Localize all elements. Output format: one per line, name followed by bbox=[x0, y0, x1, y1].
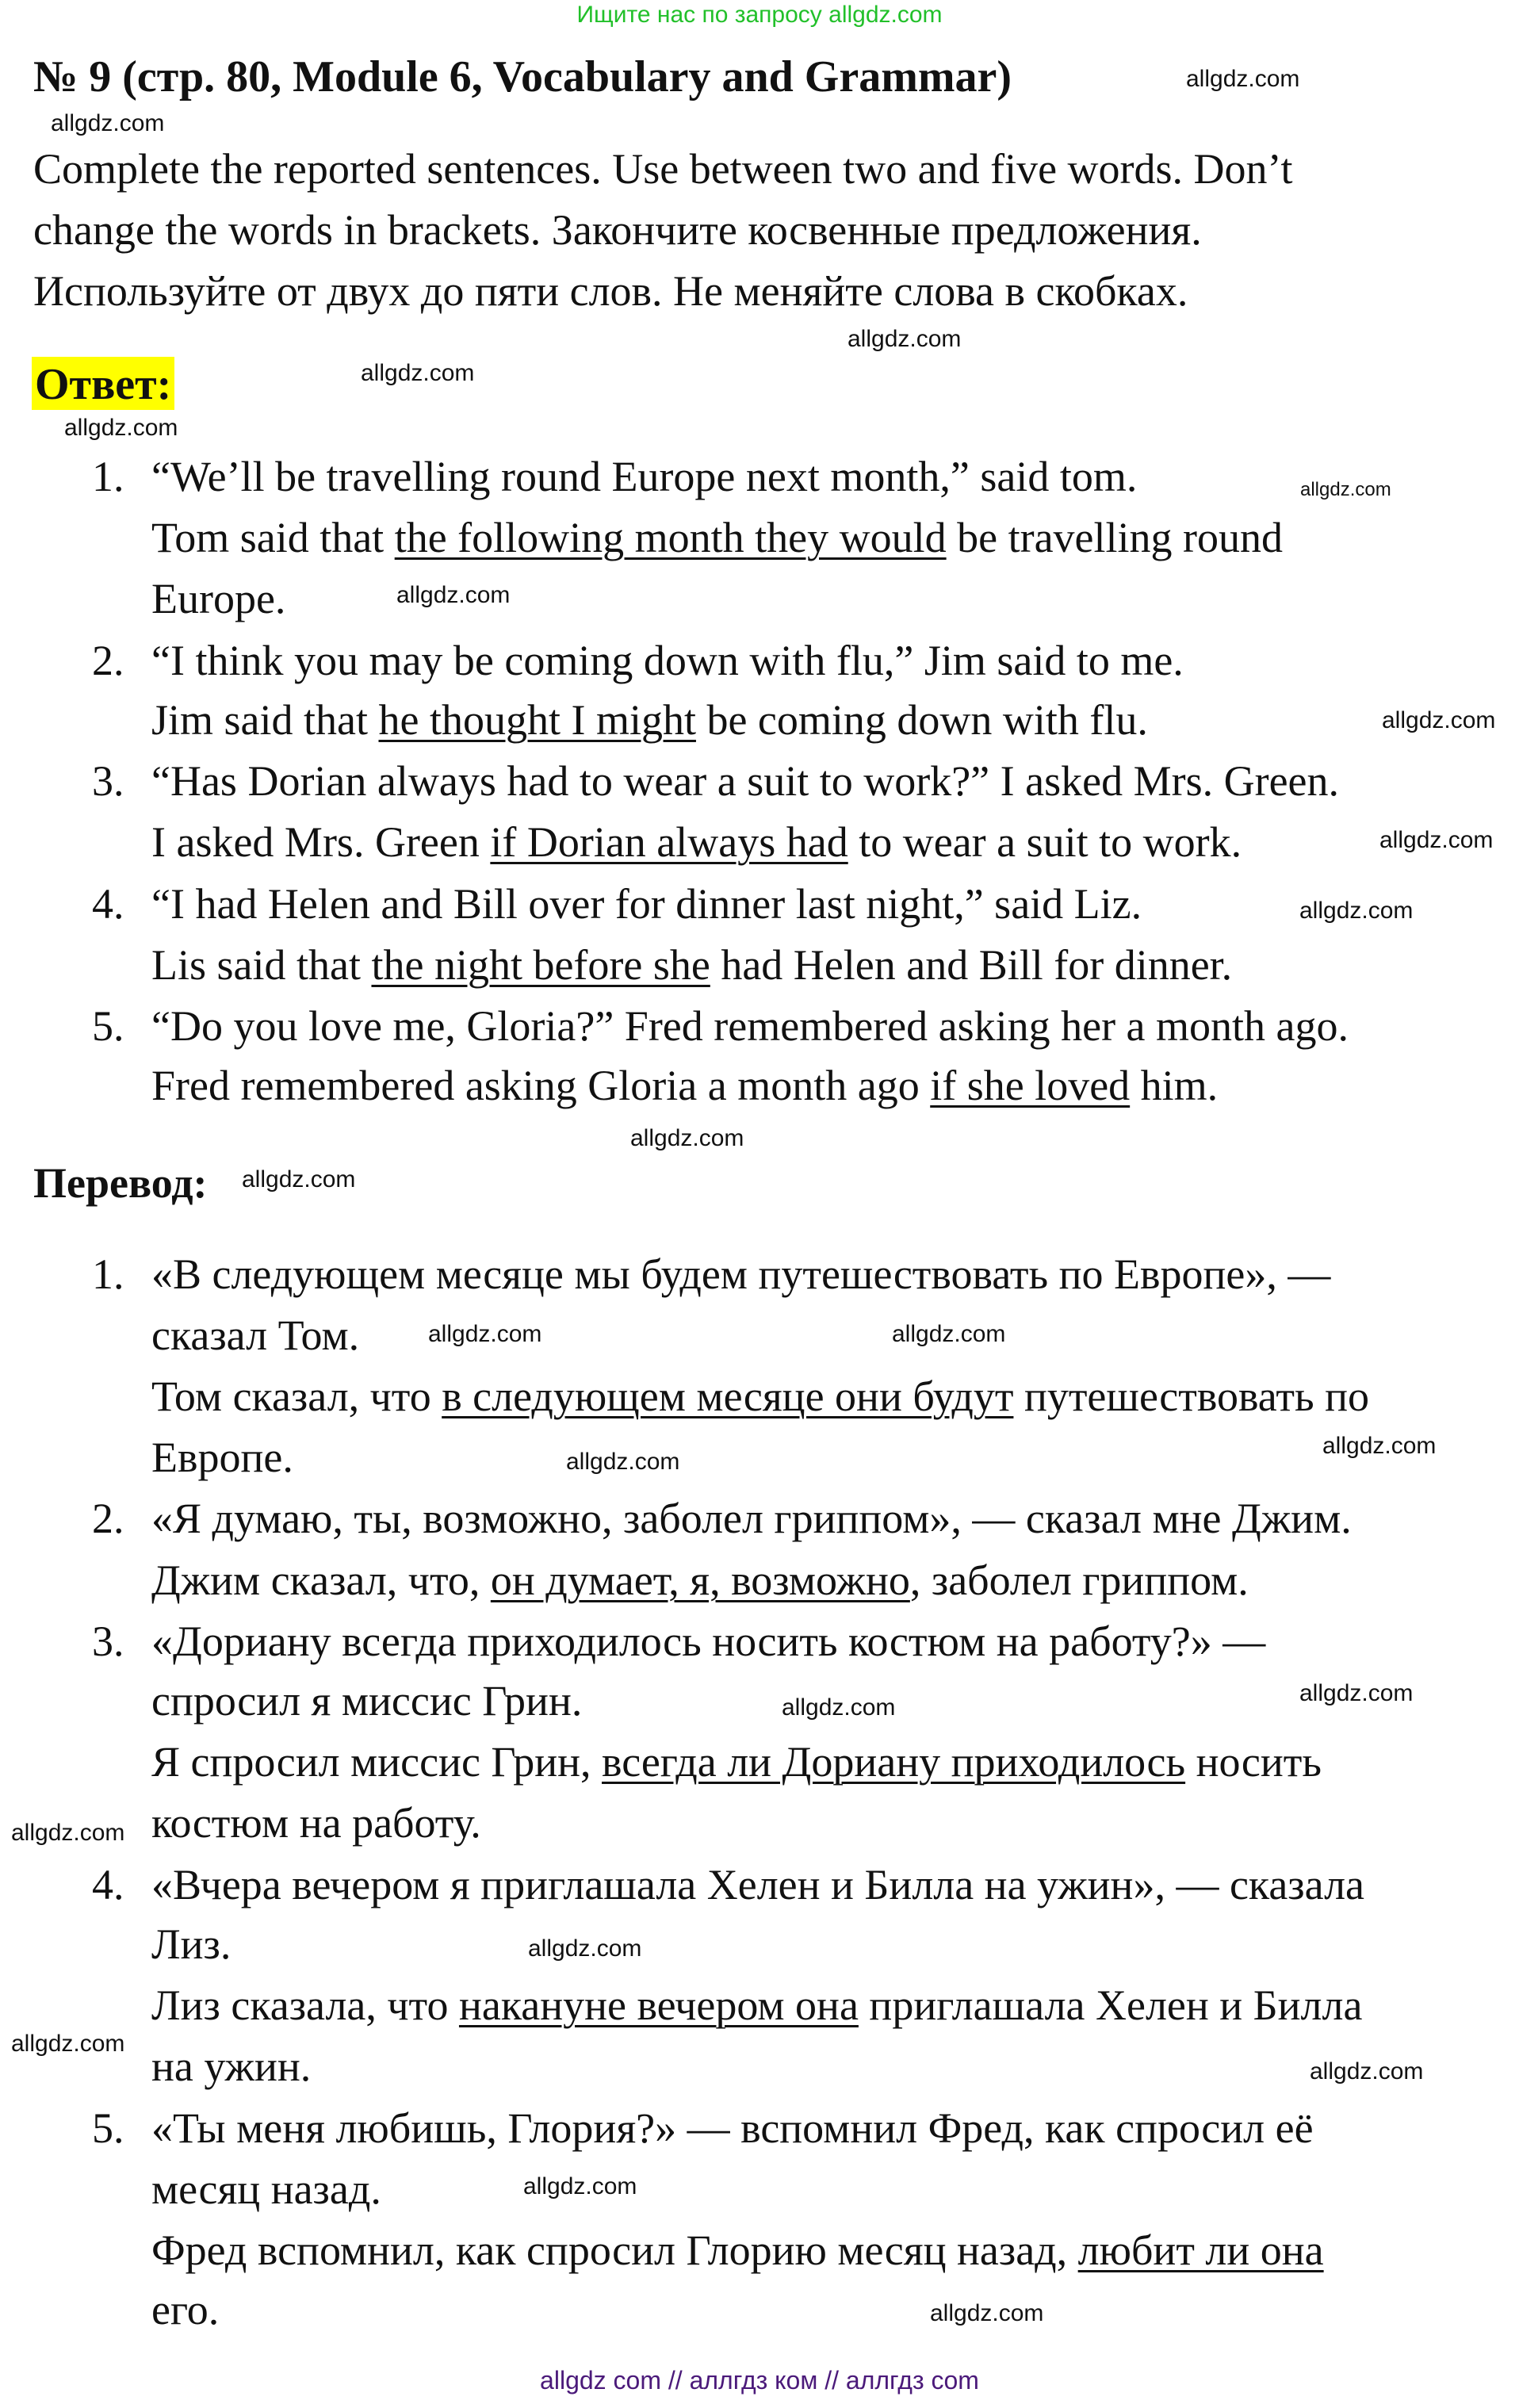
text-segment: Я спросил миссис Грин, bbox=[151, 1738, 603, 1786]
answer-fill: the following month they would bbox=[394, 514, 947, 561]
translation-line bbox=[151, 2037, 311, 2096]
top-banner[interactable]: Ищите нас по запросу allgdz.com bbox=[576, 2, 943, 28]
text-segment: Tom said that bbox=[151, 514, 395, 561]
watermark: allgdz.com bbox=[1299, 1680, 1414, 1706]
watermark: allgdz.com bbox=[528, 1935, 642, 1962]
text-segment: I asked Mrs. Green bbox=[151, 818, 491, 866]
bottom-banner[interactable]: allgdz com // аллгдз ком // аллгдз com bbox=[540, 2366, 979, 2395]
answer-line bbox=[151, 997, 1349, 1055]
translation-line bbox=[151, 1794, 481, 1852]
text-segment: , заболел гриппом. bbox=[909, 1556, 1249, 1604]
text-segment: спросил я миссис Грин. bbox=[151, 1677, 583, 1725]
translation-line bbox=[151, 1976, 1362, 2035]
answer-number: 4. bbox=[92, 880, 124, 928]
translation-line bbox=[151, 1245, 1330, 1304]
instruction-line: change the words in brackets. Закончите косвенные предложения. bbox=[33, 206, 1202, 254]
answer-fill: he thought I might bbox=[378, 696, 696, 744]
answer-fill: the night before she bbox=[371, 941, 710, 989]
text-segment: на ужин. bbox=[151, 2042, 312, 2090]
text-segment: костюм на работу. bbox=[151, 1799, 481, 1847]
text-segment: Лиз сказала, что bbox=[151, 1981, 459, 2029]
translation-number: 3. bbox=[92, 1617, 124, 1665]
answer-heading: Ответ: bbox=[32, 357, 174, 410]
translation-line bbox=[151, 1551, 1249, 1610]
text-segment: носить bbox=[1185, 1738, 1322, 1786]
answer-line bbox=[151, 936, 1232, 994]
watermark: allgdz.com bbox=[630, 1125, 744, 1151]
text-segment: Fred remembered asking Gloria a month ago bbox=[151, 1062, 931, 1109]
answer-fill: if Dorian always had bbox=[490, 818, 848, 866]
answer-number: 3. bbox=[92, 757, 124, 805]
answer-line bbox=[151, 813, 1242, 871]
text-segment: Jim said that bbox=[151, 696, 379, 744]
text-segment: «Ты меня любишь, Глория?» — вспомнил Фред, как спросил её bbox=[151, 2104, 1314, 2152]
watermark: allgdz.com bbox=[1299, 898, 1414, 924]
text-segment: его. bbox=[151, 2286, 220, 2333]
translation-line bbox=[151, 2160, 381, 2218]
text-segment: “Has Dorian always had to wear a suit to work?” I asked Mrs. Green. bbox=[151, 757, 1339, 805]
watermark: allgdz.com bbox=[51, 110, 165, 136]
text-segment: Europe. bbox=[151, 575, 286, 622]
answer-line bbox=[151, 1056, 1218, 1115]
answer-fill: if she loved bbox=[930, 1062, 1131, 1109]
watermark: allgdz.com bbox=[566, 1449, 680, 1475]
translation-line bbox=[151, 1428, 293, 1487]
watermark: allgdz.com bbox=[1310, 2058, 1424, 2085]
text-segment: «Я думаю, ты, возможно, заболел гриппом», — сказал мне Джим. bbox=[151, 1495, 1352, 1542]
watermark: allgdz.com bbox=[64, 415, 178, 441]
text-segment: to wear a suit to work. bbox=[848, 818, 1242, 866]
translation-line bbox=[151, 1612, 1265, 1671]
watermark: allgdz.com bbox=[428, 1321, 542, 1347]
translation-line bbox=[151, 2099, 1314, 2157]
text-segment: «В следующем месяце мы будем путешествовать по Европе», — bbox=[151, 1250, 1331, 1298]
text-segment: Lis said that bbox=[151, 941, 372, 989]
text-segment: сказал Том. bbox=[151, 1311, 360, 1359]
watermark: allgdz.com bbox=[1382, 707, 1496, 733]
answer-fill: накануне вечером она bbox=[458, 1981, 859, 2029]
text-segment: «Дориану всегда приходилось носить костюм на работу?» — bbox=[151, 1617, 1266, 1665]
text-segment: Фред вспомнил, как спросил Глорию месяц назад, bbox=[151, 2226, 1078, 2274]
translation-line bbox=[151, 1732, 1322, 1791]
watermark: allgdz.com bbox=[848, 326, 962, 352]
translation-line bbox=[151, 2280, 219, 2339]
answer-number: 1. bbox=[92, 453, 124, 500]
text-segment: “I had Helen and Bill over for dinner last night,” said Liz. bbox=[151, 880, 1142, 928]
translation-line bbox=[151, 1671, 582, 1730]
translation-line bbox=[151, 1306, 359, 1365]
text-segment: путешествовать по bbox=[1013, 1372, 1369, 1420]
answer-line bbox=[151, 569, 285, 628]
text-segment: be coming down with flu. bbox=[695, 696, 1148, 744]
answer-line bbox=[151, 508, 1283, 567]
answer-fill: он думает, я, возможно bbox=[490, 1556, 910, 1604]
translation-number: 2. bbox=[92, 1495, 124, 1542]
answer-fill: всегда ли Дориану приходилось bbox=[602, 1738, 1186, 1786]
instruction-line: Complete the reported sentences. Use between two and five words. Don’t bbox=[33, 145, 1293, 193]
answer-fill: в следующем месяце они будут bbox=[442, 1372, 1014, 1420]
text-segment: him. bbox=[1130, 1062, 1219, 1109]
text-segment: “We’ll be travelling round Europe next month,” said tom. bbox=[151, 453, 1138, 500]
text-segment: Джим сказал, что, bbox=[151, 1556, 491, 1604]
text-segment: «Вчера вечером я приглашала Хелен и Билла на ужин», — сказала bbox=[151, 1861, 1364, 1908]
watermark: allgdz.com bbox=[523, 2173, 637, 2199]
translation-number: 1. bbox=[92, 1250, 124, 1298]
watermark: allgdz.com bbox=[782, 1694, 896, 1721]
text-segment: месяц назад. bbox=[151, 2165, 381, 2213]
answer-line bbox=[151, 875, 1142, 933]
page-title: № 9 (стр. 80, Module 6, Vocabulary and Grammar) bbox=[33, 52, 1012, 101]
text-segment: “I think you may be coming down with flu,” Jim said to me. bbox=[151, 637, 1184, 684]
watermark: allgdz.com bbox=[396, 582, 511, 608]
translation-line bbox=[151, 1489, 1352, 1548]
translation-line bbox=[151, 1855, 1364, 1914]
answer-line bbox=[151, 691, 1148, 749]
watermark: allgdz.com bbox=[1379, 827, 1494, 853]
translation-heading: Перевод: bbox=[33, 1159, 208, 1207]
translation-number: 5. bbox=[92, 2104, 124, 2152]
translation-line bbox=[151, 1367, 1369, 1426]
watermark: allgdz.com bbox=[11, 1820, 125, 1846]
answer-line bbox=[151, 447, 1137, 506]
answer-fill: любит ли она bbox=[1077, 2226, 1324, 2274]
answer-number: 2. bbox=[92, 637, 124, 684]
text-segment: Том сказал, что bbox=[151, 1372, 442, 1420]
answer-number: 5. bbox=[92, 1002, 124, 1050]
text-segment: Лиз. bbox=[151, 1920, 231, 1968]
instruction-line: Используйте от двух до пяти слов. Не меняйте слова в скобках. bbox=[33, 267, 1188, 315]
watermark: allgdz.com bbox=[361, 360, 475, 386]
watermark: allgdz.com bbox=[11, 2031, 125, 2057]
watermark: allgdz.com bbox=[1300, 479, 1391, 500]
text-segment: be travelling round bbox=[946, 514, 1284, 561]
watermark: allgdz.com bbox=[930, 2300, 1044, 2326]
answer-line bbox=[151, 752, 1339, 810]
text-segment: “Do you love me, Gloria?” Fred remembered asking her a month ago. bbox=[151, 1002, 1349, 1050]
answer-line bbox=[151, 631, 1184, 690]
translation-line bbox=[151, 2221, 1324, 2280]
watermark: allgdz.com bbox=[1322, 1433, 1437, 1459]
text-segment: had Helen and Bill for dinner. bbox=[710, 941, 1233, 989]
translation-line bbox=[151, 1915, 231, 1973]
text-segment: Европе. bbox=[151, 1434, 293, 1481]
watermark: allgdz.com bbox=[242, 1166, 356, 1193]
watermark: allgdz.com bbox=[1186, 66, 1300, 92]
watermark: allgdz.com bbox=[892, 1321, 1006, 1347]
translation-number: 4. bbox=[92, 1861, 124, 1908]
text-segment: приглашала Хелен и Билла bbox=[858, 1981, 1363, 2029]
